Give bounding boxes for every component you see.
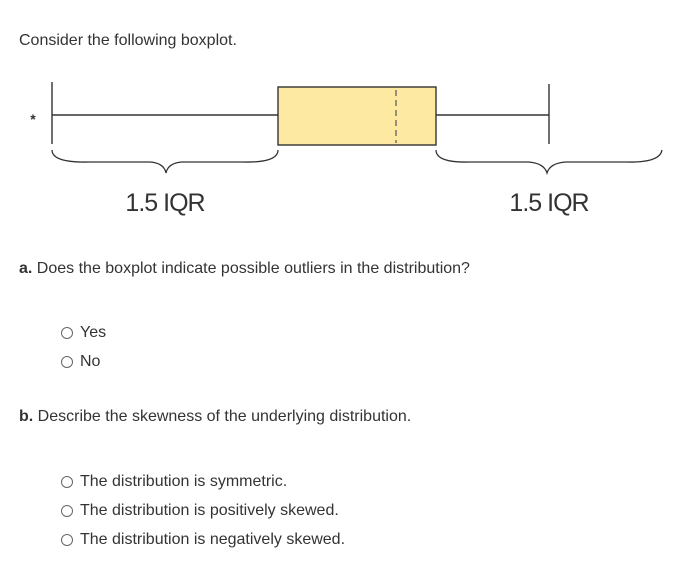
question-b-text: Describe the skewness of the underlying distribution. bbox=[37, 408, 412, 425]
radio-circle-icon[interactable] bbox=[61, 327, 73, 339]
option-label: The distribution is negatively skewed. bbox=[80, 530, 346, 548]
interquartile-box bbox=[278, 87, 436, 145]
intro-text: Consider the following boxplot. bbox=[19, 32, 237, 49]
right-brace-label: 1.5 IQR bbox=[509, 189, 589, 217]
left-brace bbox=[52, 150, 278, 173]
right-brace bbox=[436, 150, 662, 173]
option-symmetric[interactable] bbox=[61, 467, 345, 496]
option-label: No bbox=[80, 352, 101, 370]
option-negatively-skewed[interactable] bbox=[61, 525, 345, 554]
radio-circle-icon[interactable] bbox=[61, 356, 73, 368]
question-a bbox=[19, 259, 470, 279]
question-b bbox=[19, 407, 411, 427]
radio-circle-icon[interactable] bbox=[61, 505, 73, 517]
outlier-marker: * bbox=[30, 111, 36, 127]
radio-circle-icon[interactable] bbox=[61, 476, 73, 488]
option-label: The distribution is positively skewed. bbox=[80, 501, 339, 519]
option-yes[interactable] bbox=[61, 318, 106, 347]
boxplot-diagram bbox=[0, 0, 696, 240]
option-positively-skewed[interactable] bbox=[61, 496, 345, 525]
question-a-label: a. bbox=[19, 260, 33, 277]
question-b-label: b. bbox=[19, 408, 34, 425]
left-brace-label: 1.5 IQR bbox=[125, 189, 205, 217]
option-label: The distribution is symmetric. bbox=[80, 472, 288, 490]
option-label: Yes bbox=[80, 323, 107, 341]
option-no[interactable] bbox=[61, 347, 106, 376]
question-a-text: Does the boxplot indicate possible outliers in the distribution? bbox=[36, 260, 470, 277]
question-a-options bbox=[61, 318, 106, 376]
radio-circle-icon[interactable] bbox=[61, 534, 73, 546]
question-b-options bbox=[61, 467, 345, 554]
